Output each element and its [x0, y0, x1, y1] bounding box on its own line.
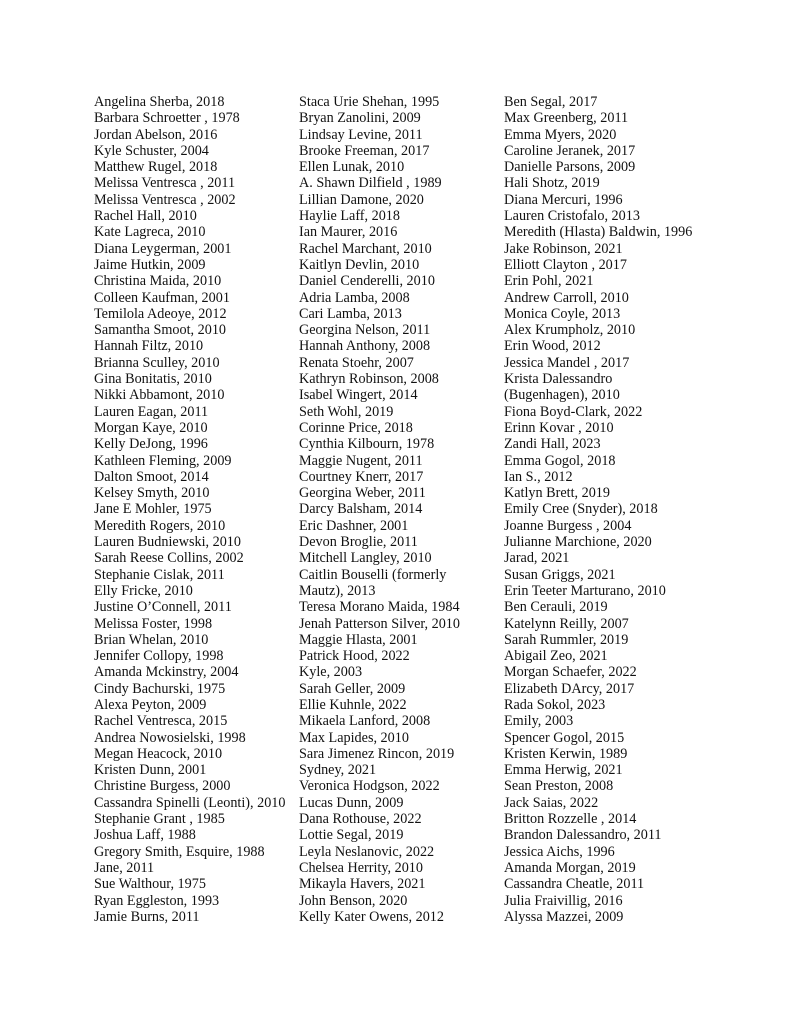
name-entry: Cynthia Kilbourn, 1978: [299, 436, 435, 453]
name-entry: Megan Heacock, 2010: [94, 745, 223, 762]
name-entry: Meredith Rogers, 2010: [94, 517, 226, 534]
name-entry: Morgan Schaefer, 2022: [504, 664, 637, 681]
name-entry: Diana Mercuri, 1996: [504, 191, 623, 208]
name-entry: Temilola Adeoye, 2012: [94, 305, 227, 322]
name-entry: Ian S., 2012: [504, 468, 573, 485]
name-column-1: [94, 94, 294, 925]
name-entry: Rachel Ventresca, 2015: [94, 713, 228, 730]
name-entry: Sarah Reese Collins, 2002: [94, 550, 244, 567]
name-entry: Mikayla Havers, 2021: [299, 876, 426, 893]
name-entry: Cassandra Spinelli (Leonti), 2010: [94, 794, 286, 811]
name-entry: Devon Broglie, 2011: [299, 534, 418, 551]
name-entry: Max Greenberg, 2011: [504, 110, 629, 127]
name-entry: Christine Burgess, 2000: [94, 778, 231, 795]
name-entry: Ellie Kuhnle, 2022: [299, 696, 407, 713]
name-entry: Mitchell Langley, 2010: [299, 550, 432, 567]
name-entry: Renata Stoehr, 2007: [299, 354, 414, 371]
name-entry: Kristen Kerwin, 1989: [504, 745, 628, 762]
name-entry: Lucas Dunn, 2009: [299, 794, 404, 811]
name-entry: Kate Lagreca, 2010: [94, 224, 206, 241]
name-entry: Gina Bonitatis, 2010: [94, 371, 212, 388]
name-entry: Ben Cerauli, 2019: [504, 599, 608, 616]
name-entry: Alyssa Mazzei, 2009: [504, 908, 624, 925]
name-entry: Brianna Sculley, 2010: [94, 354, 220, 371]
name-entry: Meredith (Hlasta) Baldwin, 1996: [504, 224, 693, 241]
name-entry: Andrea Nowosielski, 1998: [94, 729, 246, 746]
name-entry: Stephanie Grant , 1985: [94, 811, 225, 828]
name-entry: Dana Rothouse, 2022: [299, 811, 422, 828]
name-entry: Nikki Abbamont, 2010: [94, 387, 225, 404]
name-entry: Andrew Carroll, 2010: [504, 289, 629, 306]
name-entry: Danielle Parsons, 2009: [504, 159, 636, 176]
name-entry: Jarad, 2021: [504, 550, 570, 567]
name-entry: Georgina Nelson, 2011: [299, 322, 431, 339]
name-entry: Barbara Schroetter , 1978: [94, 110, 240, 127]
name-entry: Adria Lamba, 2008: [299, 289, 410, 306]
name-entry: Mikaela Lanford, 2008: [299, 713, 431, 730]
name-entry: A. Shawn Dilfield , 1989: [299, 175, 442, 192]
name-entry: Christina Maida, 2010: [94, 273, 222, 290]
name-entry: Rachel Hall, 2010: [94, 208, 197, 225]
name-entry: Rada Sokol, 2023: [504, 696, 606, 713]
name-entry: Max Lapides, 2010: [299, 729, 409, 746]
name-entry: Jake Robinson, 2021: [504, 240, 623, 257]
name-entry: Patrick Hood, 2022: [299, 648, 410, 665]
name-entry: Corinne Price, 2018: [299, 419, 413, 436]
name-entry: Kelsey Smyth, 2010: [94, 485, 210, 502]
name-entry: Diana Leygerman, 2001: [94, 240, 232, 257]
name-entry: Jessica Aichs, 1996: [504, 843, 615, 860]
name-entry: Brian Whelan, 2010: [94, 631, 209, 648]
name-entry: Justine O’Connell, 2011: [94, 599, 232, 616]
name-entry: Kyle Schuster, 2004: [94, 142, 209, 159]
name-entry: Brooke Freeman, 2017: [299, 142, 430, 159]
name-entry: Jenah Patterson Silver, 2010: [299, 615, 460, 632]
name-entry: Elizabeth DArcy, 2017: [504, 680, 635, 697]
name-entry: Erin Teeter Marturano, 2010: [504, 582, 666, 599]
name-entry: Kathryn Robinson, 2008: [299, 371, 439, 388]
name-entry: Matthew Rugel, 2018: [94, 159, 218, 176]
name-entry: Haylie Laff, 2018: [299, 208, 400, 225]
name-entry: Ellen Lunak, 2010: [299, 159, 405, 176]
name-entry: Susan Griggs, 2021: [504, 566, 616, 583]
name-entry: Alexa Peyton, 2009: [94, 696, 207, 713]
name-entry: Caitlin Bouselli (formerly: [299, 566, 447, 583]
name-entry: Erinn Kovar , 2010: [504, 419, 614, 436]
name-entry: Jennifer Collopy, 1998: [94, 648, 224, 665]
name-entry: Emily, 2003: [504, 713, 574, 730]
name-entry: Eric Dashner, 2001: [299, 517, 409, 534]
name-entry: Katlyn Brett, 2019: [504, 485, 610, 502]
name-entry: Rachel Marchant, 2010: [299, 240, 432, 257]
name-entry: Katelynn Reilly, 2007: [504, 615, 629, 632]
name-entry: Elliott Clayton , 2017: [504, 256, 627, 273]
name-entry: Kyle, 2003: [299, 664, 363, 681]
name-entry: Zandi Hall, 2023: [504, 436, 601, 453]
name-entry: Sydney, 2021: [299, 762, 377, 779]
name-entry: Lauren Budniewski, 2010: [94, 534, 241, 551]
name-entry: Dalton Smoot, 2014: [94, 468, 209, 485]
name-entry: Jane E Mohler, 1975: [94, 501, 212, 518]
name-entry: Teresa Morano Maida, 1984: [299, 599, 460, 616]
name-entry: Kaitlyn Devlin, 2010: [299, 256, 420, 273]
name-entry: Gregory Smith, Esquire, 1988: [94, 843, 265, 860]
name-entry: Bryan Zanolini, 2009: [299, 110, 421, 127]
name-entry: Mautz), 2013: [299, 582, 376, 599]
name-entry: Krista Dalessandro: [504, 371, 613, 388]
name-entry: Fiona Boyd-Clark, 2022: [504, 403, 643, 420]
name-entry: Ryan Eggleston, 1993: [94, 892, 220, 909]
name-entry: Georgina Weber, 2011: [299, 485, 426, 502]
name-entry: Cari Lamba, 2013: [299, 305, 402, 322]
name-entry: Emma Myers, 2020: [504, 126, 617, 143]
name-entry: Maggie Nugent, 2011: [299, 452, 423, 469]
name-entry: Joanne Burgess , 2004: [504, 517, 632, 534]
name-entry: Maggie Hlasta, 2001: [299, 631, 418, 648]
name-entry: Sarah Rummler, 2019: [504, 631, 629, 648]
name-entry: Joshua Laff, 1988: [94, 827, 196, 844]
name-entry: Jamie Burns, 2011: [94, 908, 200, 925]
name-entry: Cassandra Cheatle, 2011: [504, 876, 645, 893]
name-entry: Sue Walthour, 1975: [94, 876, 206, 893]
name-entry: Britton Rozzelle , 2014: [504, 811, 637, 828]
name-entry: Stephanie Cislak, 2011: [94, 566, 225, 583]
name-entry: Alex Krumpholz, 2010: [504, 322, 636, 339]
name-entry: Elly Fricke, 2010: [94, 582, 193, 599]
name-entry: Erin Wood, 2012: [504, 338, 601, 355]
name-entry: Kelly DeJong, 1996: [94, 436, 208, 453]
name-entry: Chelsea Herrity, 2010: [299, 859, 423, 876]
name-entry: Lauren Eagan, 2011: [94, 403, 209, 420]
name-entry: John Benson, 2020: [299, 892, 408, 909]
name-entry: Daniel Cenderelli, 2010: [299, 273, 435, 290]
name-entry: Amanda Mckinstry, 2004: [94, 664, 239, 681]
name-entry: Brandon Dalessandro, 2011: [504, 827, 662, 844]
name-entry: Cindy Bachurski, 1975: [94, 680, 226, 697]
name-entry: Julia Fraivillig, 2016: [504, 892, 623, 909]
name-entry: Kelly Kater Owens, 2012: [299, 908, 444, 925]
name-entry: Lillian Damone, 2020: [299, 191, 424, 208]
name-entry: Kathleen Fleming, 2009: [94, 452, 232, 469]
name-entry: Lottie Segal, 2019: [299, 827, 404, 844]
name-entry: Jaime Hutkin, 2009: [94, 256, 206, 273]
name-entry: Seth Wohl, 2019: [299, 403, 394, 420]
name-entry: Emily Cree (Snyder), 2018: [504, 501, 658, 518]
name-entry: Amanda Morgan, 2019: [504, 859, 636, 876]
name-entry: Hali Shotz, 2019: [504, 175, 600, 192]
name-entry: Ben Segal, 2017: [504, 94, 598, 110]
name-entry: Darcy Balsham, 2014: [299, 501, 423, 518]
name-entry: Melissa Foster, 1998: [94, 615, 213, 632]
name-entry: Emma Gogol, 2018: [504, 452, 616, 469]
name-column-2: [299, 94, 499, 925]
name-entry: Angelina Sherba, 2018: [94, 94, 225, 110]
name-entry: Courtney Knerr, 2017: [299, 468, 424, 485]
name-entry: Julianne Marchione, 2020: [504, 534, 652, 551]
name-entry: Jack Saias, 2022: [504, 794, 599, 811]
name-entry: Ian Maurer, 2016: [299, 224, 398, 241]
name-entry: Sean Preston, 2008: [504, 778, 614, 795]
name-entry: Jane, 2011: [94, 859, 155, 876]
name-entry: Erin Pohl, 2021: [504, 273, 594, 290]
name-entry: Jessica Mandel , 2017: [504, 354, 630, 371]
name-column-3: [504, 94, 764, 925]
name-entry: Monica Coyle, 2013: [504, 305, 621, 322]
name-entry: (Bugenhagen), 2010: [504, 387, 620, 404]
name-entry: Isabel Wingert, 2014: [299, 387, 418, 404]
name-entry: Leyla Neslanovic, 2022: [299, 843, 435, 860]
name-entry: Melissa Ventresca , 2011: [94, 175, 236, 192]
name-entry: Morgan Kaye, 2010: [94, 419, 208, 436]
name-entry: Sarah Geller, 2009: [299, 680, 406, 697]
name-entry: Lauren Cristofalo, 2013: [504, 208, 640, 225]
name-entry: Veronica Hodgson, 2022: [299, 778, 440, 795]
name-entry: Colleen Kaufman, 2001: [94, 289, 230, 306]
name-entry: Spencer Gogol, 2015: [504, 729, 625, 746]
name-entry: Caroline Jeranek, 2017: [504, 142, 636, 159]
name-entry: Hannah Filtz, 2010: [94, 338, 204, 355]
name-entry: Emma Herwig, 2021: [504, 762, 623, 779]
name-entry: Kristen Dunn, 2001: [94, 762, 207, 779]
name-entry: Staca Urie Shehan, 1995: [299, 94, 440, 110]
name-entry: Jordan Abelson, 2016: [94, 126, 218, 143]
name-entry: Hannah Anthony, 2008: [299, 338, 431, 355]
name-entry: Abigail Zeo, 2021: [504, 648, 608, 665]
name-entry: Sara Jimenez Rincon, 2019: [299, 745, 455, 762]
name-entry: Melissa Ventresca , 2002: [94, 191, 236, 208]
name-entry: Lindsay Levine, 2011: [299, 126, 423, 143]
name-entry: Samantha Smoot, 2010: [94, 322, 227, 339]
